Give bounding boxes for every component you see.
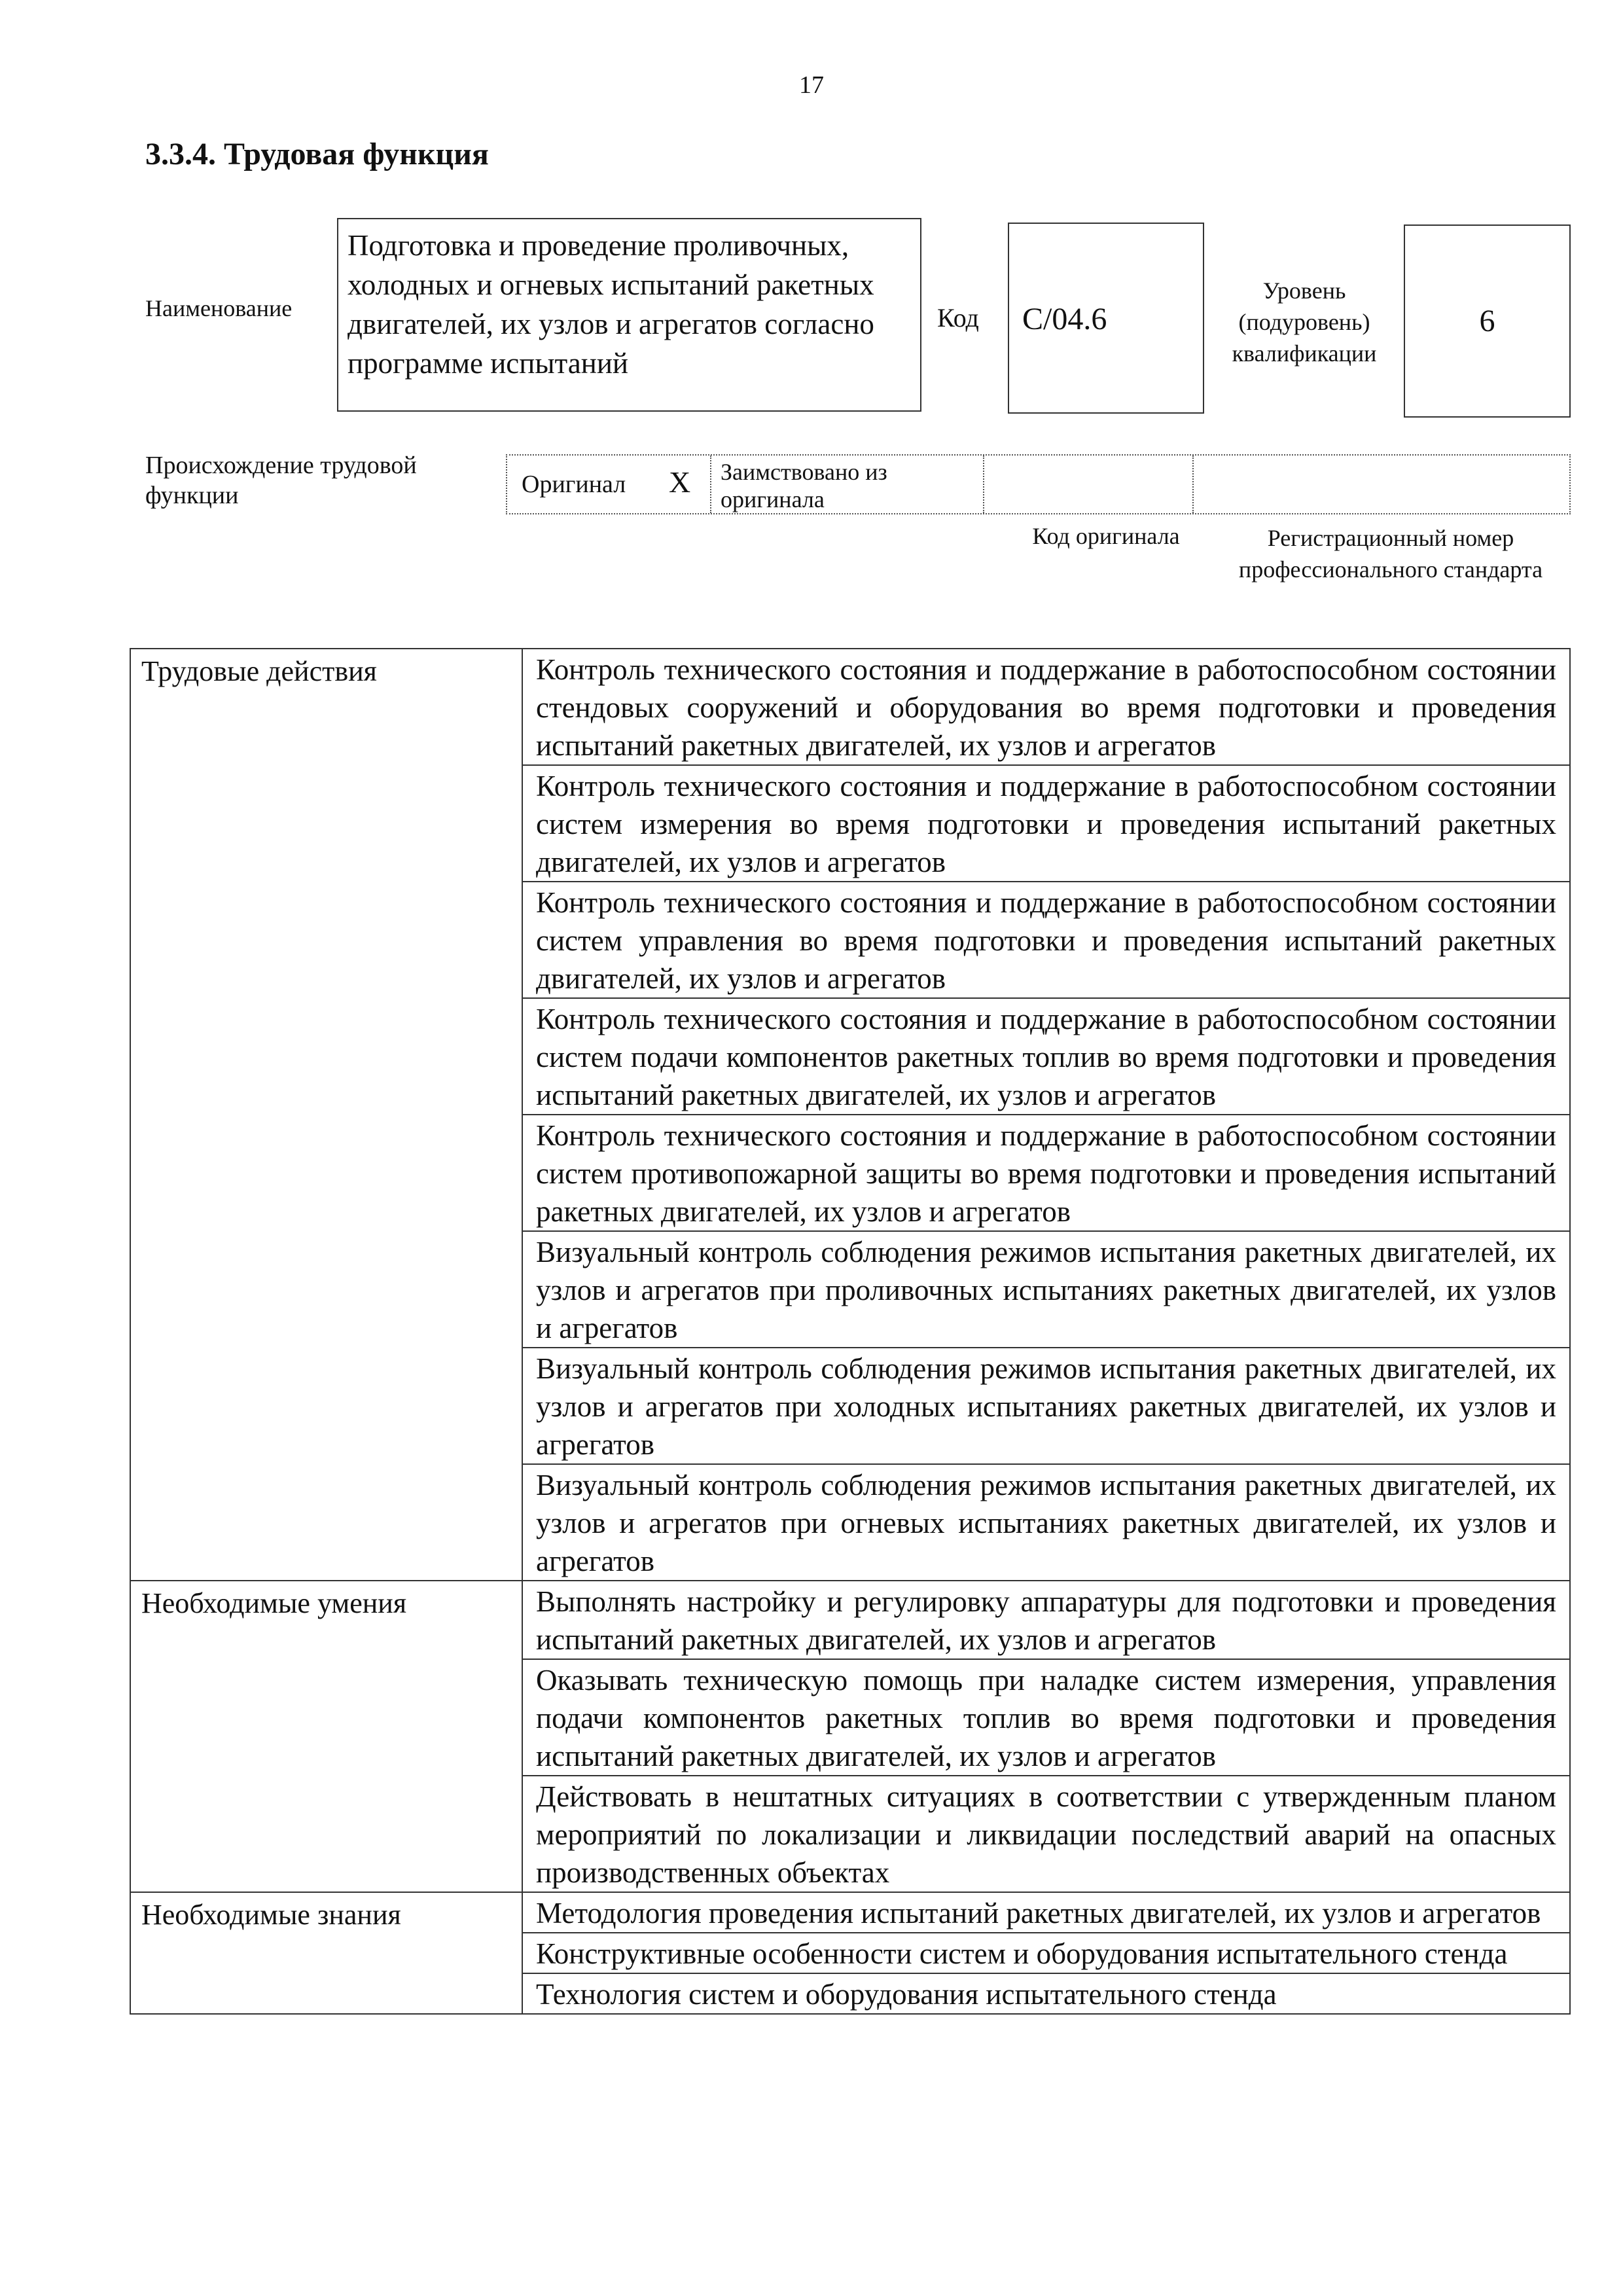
level-value: 6 [1404, 224, 1571, 418]
skill-item: Оказывать техническую помощь при наладке систем измерения, управления подачи компонентов ракетных топлив во время подготовки и проведения испытаний ракетных двигателей, их узлов и агрегатов [523, 1659, 1569, 1775]
reg-number-label: Регистрационный номер профессионального стандарта [1238, 525, 1543, 583]
labor-actions-list [522, 649, 1570, 1581]
naming-value: Подготовка и проведение проливочных, холодных и огневых испытаний ракетных двигателей, их узлов и агрегатов согласно программе испытаний [337, 218, 921, 412]
level-label: Уровень (подуровень) квалификации [1232, 278, 1377, 367]
page-number: 17 [799, 71, 824, 99]
labor-action-item: Контроль технического состояния и поддержание в работоспособном состоянии систем измерения во время подготовки и проведения испытаний ракетных двигателей, их узлов и агрегатов [523, 764, 1569, 881]
skills-list [522, 1581, 1570, 1892]
labor-action-item: Контроль технического состояния и поддержание в работоспособном состоянии стендовых сооружений и оборудования во время подготовки и проведения испытаний ракетных двигателей, их узлов и агрегатов [536, 653, 1556, 762]
knowledge-label: Необходимые знания [130, 1892, 522, 2014]
code-value: C/04.6 [1008, 223, 1204, 414]
labor-actions-row [130, 649, 1570, 1581]
origin-row [506, 454, 1571, 514]
code-label: Код [937, 303, 979, 332]
origin-code-cell [984, 456, 1194, 513]
skills-row [130, 1581, 1570, 1892]
labor-action-item: Контроль технического состояния и поддержание в работоспособном состоянии систем подачи компонентов ракетных топлив во время подготовки и проведения испытаний ракетных двигателей, их узлов и агрегатов [523, 997, 1569, 1114]
original-label: Оригинал [522, 471, 626, 498]
code-original-label: Код оригинала [1032, 523, 1180, 549]
original-mark: X [669, 465, 691, 499]
labor-actions-label: Трудовые действия [130, 649, 522, 1581]
skill-item: Выполнять настройку и регулировку аппаратуры для подготовки и проведения испытаний ракетных двигателей, их узлов и агрегатов [536, 1585, 1556, 1656]
labor-action-item: Визуальный контроль соблюдения режимов испытания ракетных двигателей, их узлов и агрегатов при проливочных испытаниях ракетных двигателей, их узлов и агрегатов [523, 1230, 1569, 1347]
knowledge-item: Методология проведения испытаний ракетных двигателей, их узлов и агрегатов [536, 1897, 1541, 1929]
function-table [130, 648, 1571, 2015]
labor-action-item: Контроль технического состояния и поддержание в работоспособном состоянии систем противопожарной защиты во время подготовки и проведения испытаний ракетных двигателей, их узлов и агрегатов [523, 1114, 1569, 1230]
section-title: 3.3.4. Трудовая функция [145, 137, 489, 171]
skill-item: Действовать в нештатных ситуациях в соответствии с утвержденным планом мероприятий по локализации и ликвидации последствий аварий на опасных производственных объектах [523, 1775, 1569, 1892]
labor-action-item: Визуальный контроль соблюдения режимов испытания ракетных двигателей, их узлов и агрегатов при огневых испытаниях ракетных двигателей, их узлов и агрегатов [523, 1463, 1569, 1580]
origin-label: Происхождение трудовой функции [145, 452, 417, 509]
borrowed-label: Заимствовано из оригинала [721, 459, 887, 512]
origin-original-cell [507, 456, 711, 513]
origin-reg-cell [1194, 456, 1569, 513]
knowledge-row [130, 1892, 1570, 2014]
labor-action-item: Контроль технического состояния и поддержание в работоспособном состоянии систем управления во время подготовки и проведения испытаний ракетных двигателей, их узлов и агрегатов [523, 881, 1569, 997]
knowledge-list [522, 1892, 1570, 2014]
origin-borrowed-cell [711, 456, 984, 513]
skills-label: Необходимые умения [130, 1581, 522, 1892]
labor-action-item: Визуальный контроль соблюдения режимов испытания ракетных двигателей, их узлов и агрегатов при холодных испытаниях ракетных двигателей, их узлов и агрегатов [523, 1347, 1569, 1463]
knowledge-item: Технология систем и оборудования испытательного стенда [523, 1973, 1569, 2013]
naming-label: Наименование [145, 295, 293, 321]
knowledge-item: Конструктивные особенности систем и оборудования испытательного стенда [523, 1932, 1569, 1973]
